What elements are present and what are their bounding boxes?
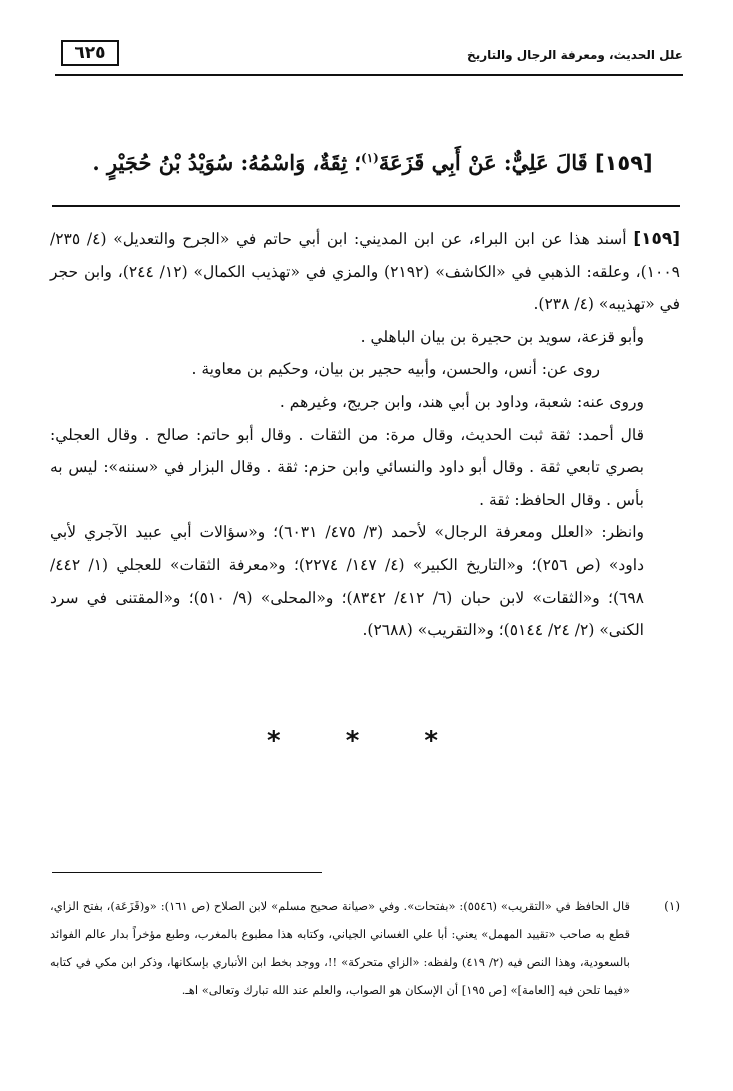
hadith-text-before: قَالَ عَلِيٌّ: عَنْ أَبِي قَزَعَةَ (378, 150, 588, 175)
commentary-p1-text: أسند هذا عن ابن البراء، عن ابن المديني: ابن أبي حاتم في «الجرح والتعديل» (٤/ ٢٣٥/ ١٠٠٩)، وعلقه: الذهبي في «الكاشف» (٢١٩٢) والمزي في «تهذيب الكمال» (١٢/ ٢٤٤)، وابن حجر في «تهذيبه» (٤/ ٢٣٨). (50, 230, 680, 314)
footnote-reference[interactable]: (١) (361, 151, 379, 165)
footnote-text: قال الحافظ في «التقريب» (٥٥٤٦): «بفتحات». وفي «صيانة صحيح مسلم» لابن الصلاح (ص ١٦١): «و(قَزَعَة)، بفتح الزاي، قطع به صاحب «تقييد المهمل» يعني: أبا علي الغساني الجياني، وكتابه هذا مطبوع بالمغرب، وطبع مؤخراً بدار عالم الفوائد بالسعودية، وهذا النص فيه (٢/ ٤١٩) ولفظه: «الزاي متحركة» !!، ووجد بخط ابن الأنباري بإسكانها، وذكر ابن مكي في كتابه «فيما تلحن فيه [العامة]» [ص ١٩٥] أن الإسكان هو الصواب، والعلم عند الله تبارك وتعالى» اهـ. (50, 899, 630, 997)
footnote-marker: (١) (664, 899, 680, 913)
footnote (50, 892, 680, 1004)
page-number: ٦٢٥ (61, 40, 119, 66)
running-title: علل الحديث، ومعرفة الرجال والتاريخ (467, 48, 683, 62)
commentary-number: [١٥٩] (633, 229, 681, 249)
hadith-text-after: ؛ ثِقَةٌ، وَاسْمُهُ: سُوَيْدُ بْنُ حُجَيْرٍ . (92, 150, 362, 175)
commentary-paragraph-6: وانظر: «العلل ومعرفة الرجال» لأحمد (٣/ ٤٧٥/ ٦٠٣١)؛ و«سؤالات أبي عبيد الآجري لأبي داود» (ص ٢٥٦)؛ و«التاريخ الكبير» (٤/ ١٤٧/ ٢٢٧٤)؛ و«معرفة الثقات» للعجلي (١/ ٤٤٢/ ٦٩٨)؛ و«الثقات» لابن حبان (٦/ ٤١٢/ ٨٣٤٢)؛ و«المحلى» (٩/ ٥١٠)؛ و«المقتنى في سرد الكنى» (٢/ ٢٤/ ٥١٤٤)؛ و«التقريب» (٢٦٨٨). (50, 523, 645, 640)
commentary-paragraph-4: وروى عنه: شعبة، وداود بن أبي هند، وابن جريج، وغيرهم . (279, 392, 644, 411)
section-divider (52, 205, 680, 207)
commentary-paragraph-1 (50, 223, 680, 321)
commentary-paragraph-2: وأبو قزعة، سويد بن حجيرة بن بيان الباهلي . (360, 327, 644, 346)
commentary (50, 223, 680, 647)
page-header (55, 36, 683, 76)
hadith-text (60, 138, 685, 183)
hadith-number: [١٥٩] (594, 151, 653, 175)
footnote-divider (52, 872, 322, 873)
section-separator: * * * (267, 726, 466, 756)
commentary-paragraph-5: قال أحمد: ثقة ثبت الحديث، وقال مرة: من الثقات . وقال أبو حاتم: صالح . وقال العجلي: بصري تابعي ثقة . وقال أبو داود والنسائي وابن حزم: ثقة . وقال البزار في «سننه»: ليس به بأس . وقال الحافظ: ثقة . (50, 425, 644, 509)
commentary-paragraph-3: روى عن: أنس، والحسن، وأبيه حجير بن بيان، وحكيم بن معاوية . (191, 360, 600, 379)
